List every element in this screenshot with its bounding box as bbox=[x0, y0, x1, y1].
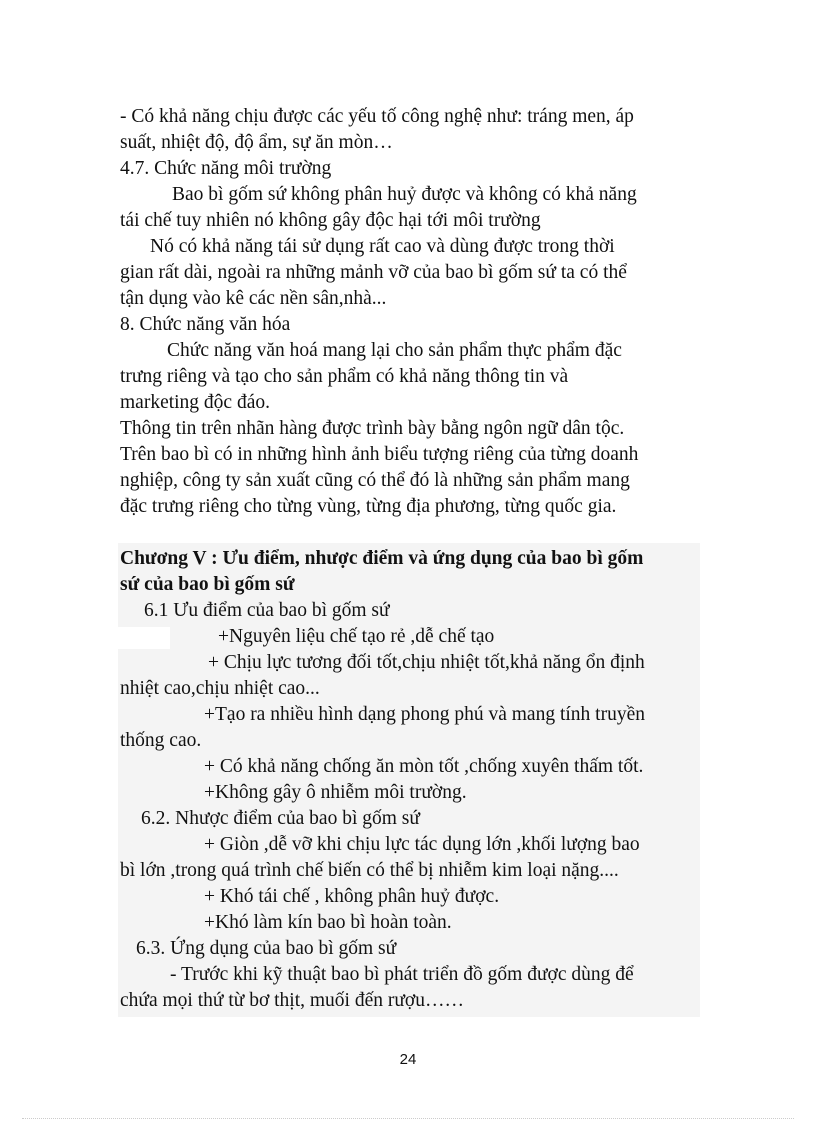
list-item: + Có khả năng chống ăn mòn tốt ,chống xuyên thấm tốt. bbox=[204, 756, 644, 777]
list-item: +Khó làm kín bao bì hoàn toàn. bbox=[204, 912, 452, 933]
paragraph-line: suất, nhiệt độ, độ ẩm, sự ăn mòn… bbox=[120, 132, 393, 153]
paragraph-line: chứa mọi thứ từ bơ thịt, muối đến rượu…… bbox=[120, 990, 464, 1011]
paragraph-line: Bao bì gốm sứ không phân huỷ được và không có khả năng bbox=[172, 184, 637, 205]
paragraph-line: đặc trưng riêng cho từng vùng, từng địa phương, từng quốc gia. bbox=[120, 496, 617, 517]
paragraph-line: nghiệp, công ty sản xuất cũng có thể đó là những sản phẩm mang bbox=[120, 470, 630, 491]
list-item: +Nguyên liệu chế tạo rẻ ,dễ chế tạo bbox=[218, 626, 495, 647]
paragraph-line: trưng riêng và tạo cho sản phẩm có khả năng thông tin và bbox=[120, 366, 569, 387]
list-item: nhiệt cao,chịu nhiệt cao... bbox=[120, 678, 320, 699]
paragraph-line: - Có khả năng chịu được các yếu tố công nghệ như: tráng men, áp bbox=[120, 106, 634, 127]
paragraph-line: gian rất dài, ngoài ra những mảnh vỡ của bao bì gốm sứ ta có thể bbox=[120, 262, 627, 283]
page-bottom-divider bbox=[22, 1118, 794, 1119]
subsection-heading-6-3: 6.3. Ứng dụng của bao bì gốm sứ bbox=[136, 938, 397, 959]
page-number: 24 bbox=[399, 1051, 417, 1068]
list-item: bì lớn ,trong quá trình chế biến có thể bị nhiễm kim loại nặng.... bbox=[120, 860, 619, 881]
subsection-heading-6-2: 6.2. Nhược điểm của bao bì gốm sứ bbox=[141, 808, 420, 829]
section-heading-8: 8. Chức năng văn hóa bbox=[120, 314, 291, 335]
list-item: + Chịu lực tương đối tốt,chịu nhiệt tốt,khả năng ổn định bbox=[208, 652, 645, 673]
shaded-section-gap bbox=[118, 627, 170, 649]
paragraph-line: Trên bao bì có in những hình ảnh biểu tượng riêng của từng doanh bbox=[120, 444, 639, 465]
paragraph-line: tái chế tuy nhiên nó không gây độc hại tới môi trường bbox=[120, 210, 541, 231]
list-item: +Tạo ra nhiều hình dạng phong phú và mang tính truyền bbox=[204, 704, 645, 725]
paragraph-line: - Trước khi kỹ thuật bao bì phát triển đồ gốm được dùng để bbox=[170, 964, 634, 985]
list-item: +Không gây ô nhiễm môi trường. bbox=[204, 782, 467, 803]
subsection-heading-6-1: 6.1 Ưu điểm của bao bì gốm sứ bbox=[144, 600, 390, 621]
paragraph-line: tận dụng vào kê các nền sân,nhà... bbox=[120, 288, 387, 309]
section-heading-4-7: 4.7. Chức năng môi trường bbox=[120, 158, 332, 179]
paragraph-line: Chức năng văn hoá mang lại cho sản phẩm thực phẩm đặc bbox=[167, 340, 622, 361]
list-item: + Khó tái chế , không phân huỷ được. bbox=[204, 886, 500, 907]
paragraph-line: Thông tin trên nhãn hàng được trình bày bằng ngôn ngữ dân tộc. bbox=[120, 418, 625, 439]
chapter-title: Chương V : Ưu điểm, nhược điểm và ứng dụng của bao bì gốm bbox=[120, 548, 644, 569]
list-item: + Giòn ,dễ vỡ khi chịu lực tác dụng lớn ,khối lượng bao bbox=[204, 834, 640, 855]
chapter-title: sứ của bao bì gốm sứ bbox=[120, 574, 295, 595]
list-item: thống cao. bbox=[120, 730, 202, 751]
paragraph-line: marketing độc đáo. bbox=[120, 392, 270, 413]
paragraph-line: Nó có khả năng tái sử dụng rất cao và dùng được trong thời bbox=[150, 236, 615, 257]
